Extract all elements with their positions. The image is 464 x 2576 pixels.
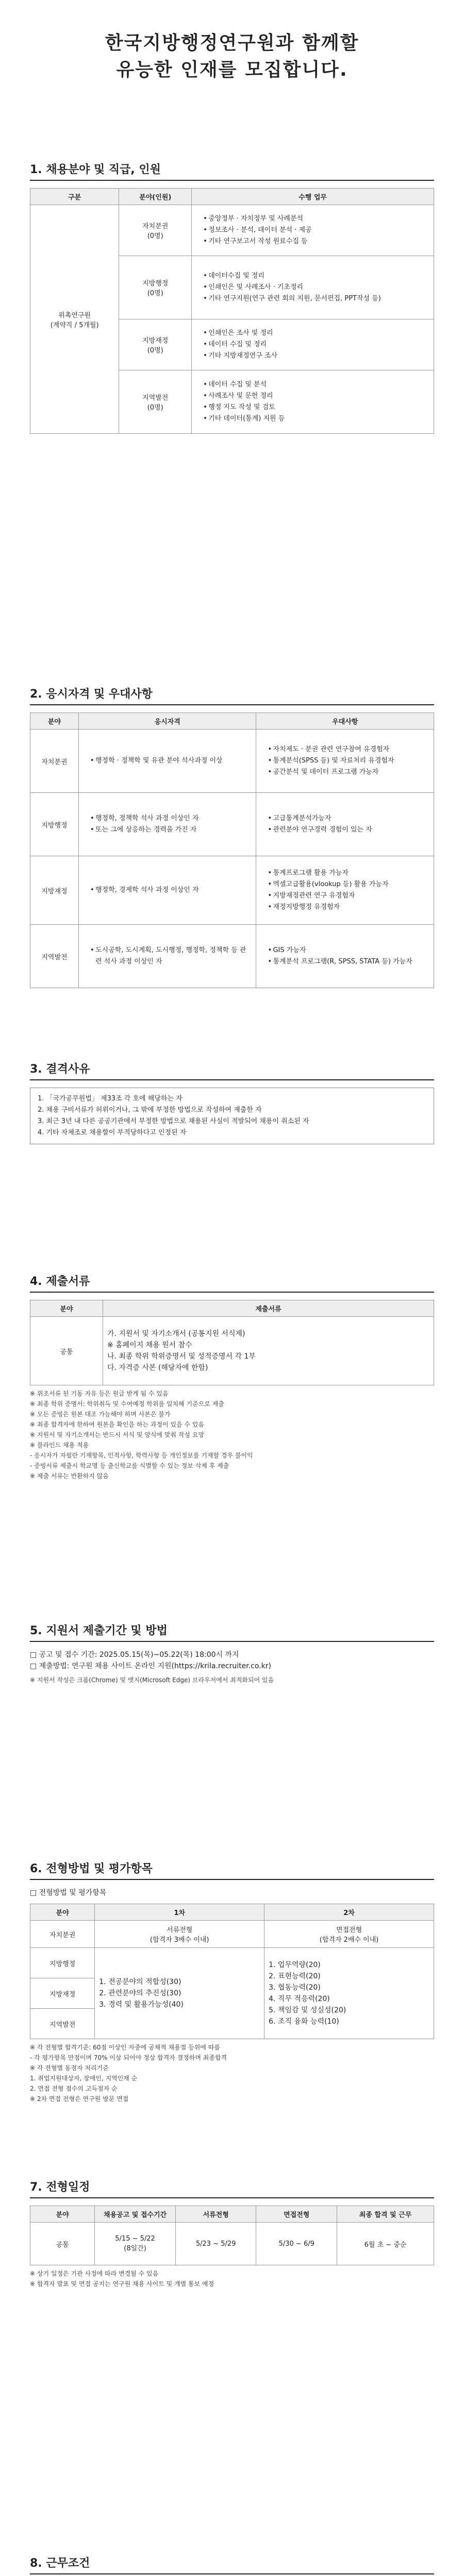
- table-header: 면접전형: [256, 2206, 337, 2223]
- field-cell: 지방재정: [30, 1978, 95, 2009]
- list-item: • 행정학, 정책학 석사 과정 이상인 자: [90, 813, 252, 824]
- field-cell: 공통: [30, 1317, 103, 1385]
- table-row: [30, 2223, 434, 2265]
- note-line: - 각 평가항목 만점이며 70% 이상 되어야 정상 합격자 결정하며 최종합격: [30, 2054, 227, 2061]
- list-item: • 데이터수집 및 정리: [203, 270, 429, 282]
- posting-days: (8일간): [124, 2245, 146, 2252]
- list-item: • 기타 데이터(통계) 지원 등: [203, 413, 429, 425]
- section-qualifications: [30, 685, 434, 988]
- divider: [30, 180, 434, 181]
- field-cell: 공통: [30, 2223, 95, 2265]
- requirement-cell: [78, 793, 256, 856]
- table-row: [30, 730, 434, 793]
- section-disqualifications: [30, 1060, 434, 1144]
- list-item: • 기타 연구보고서 작성 원료수집 등: [203, 236, 429, 247]
- disqualification-box: [30, 1088, 434, 1144]
- list-item: • 정보조사 · 분석, 데이터 분석 · 제공: [203, 225, 429, 236]
- list-item: • 데이터 수집 및 분석: [203, 379, 429, 391]
- list-item: • 또는 그에 상응하는 경력을 가진 자: [90, 824, 252, 836]
- table-header: 최종 합격 및 근무: [337, 2206, 434, 2223]
- stage2-items-cell: [264, 1948, 434, 2039]
- submission-period: □ 공고 및 접수 기간: 2025.05.15(목)~05.22(목) 18:00시 까지: [30, 1651, 239, 1659]
- note-line: ※ 블라인드 채용 적용: [30, 1442, 89, 1449]
- posting-period: 5/15 ~ 5/22: [115, 2235, 155, 2243]
- field-cell: [119, 205, 192, 256]
- list-item: • 기타 연구지원(연구 관련 회의 지원, 문서편집, PPT작성 등): [203, 293, 429, 304]
- list-item: 6. 조직 융화 능력(10): [269, 2018, 339, 2026]
- field-cell: 지방행정: [30, 1948, 95, 1978]
- list-item: • 기타 지방재정연구 조사: [203, 350, 429, 362]
- section-heading: 1. 채용분야 및 직급, 인원: [30, 163, 161, 176]
- list-item: • 행정 지도 작성 및 검토: [203, 402, 429, 413]
- note-line: ※ 각 전형별 합격기준: 60점 이상인 자중에 공채적 채용절 등위에 따름: [30, 2044, 220, 2051]
- table-header: 우대사항: [256, 713, 434, 730]
- list-item: 4. 직무 적응력(20): [269, 1995, 330, 2003]
- requirement-cell: [78, 925, 256, 988]
- list-item: • 인쇄인은 조사 및 정리: [203, 328, 429, 339]
- tasks-cell: [192, 319, 434, 370]
- stage2-head-cell: [264, 1921, 434, 1948]
- table-header: 1차: [95, 1904, 264, 1921]
- field-cell: [119, 319, 192, 370]
- list-item: • 재정지방행정 유경험자: [268, 902, 429, 913]
- table-header: 채용공고 및 접수기간: [95, 2206, 176, 2223]
- note-line: ※ 위조서류 된 기동 자유 등은 원급 받게 됨 수 있음: [30, 1390, 169, 1397]
- table-header: 수행 업무: [192, 189, 434, 205]
- stage1-sub: (합격자 3배수 이내): [150, 1936, 209, 1944]
- divider: [30, 1079, 434, 1080]
- screening-subheading: □ 전형방법 및 평가항목: [30, 1889, 107, 1897]
- divider: [30, 1879, 434, 1880]
- table-header-row: [30, 1300, 434, 1317]
- note-line: ※ 지원서 및 자기소개서는 반드시 서식 및 양식에 맞춰 작성 요망: [30, 1431, 205, 1438]
- note-line: ※ 제출 서류는 반환하지 않음: [30, 1472, 109, 1480]
- documents-cell: [103, 1317, 434, 1385]
- schedule-table: [30, 2206, 434, 2265]
- note-line: - 응시자가 자필란 기재항목, 인적사항, 학력사항 등 개인정보를 기재할 경우 불이익: [30, 1452, 253, 1459]
- section-documents: [30, 1273, 434, 1481]
- list-item: • 도시공학, 도시계획, 도시행정, 행정학, 정책학 등 관련 석사 과정 이상인 자: [90, 945, 252, 968]
- field-cell: 지역발전: [30, 2009, 95, 2039]
- table-header: 분야: [30, 1300, 103, 1317]
- category-label: 위촉연구원: [58, 311, 91, 319]
- field-name: 지방행정: [142, 280, 169, 287]
- list-item: • GIS 가능자: [268, 945, 429, 956]
- note-line: ※ 2차 면접 전형은 연구원 방문 면접: [30, 2095, 129, 2103]
- list-item: 2. 표현능력(20): [269, 1972, 321, 1980]
- table-row: [30, 1317, 434, 1385]
- list-item: 3. 협동능력(20): [269, 1984, 321, 1992]
- table-row: [30, 1948, 434, 1978]
- list-item: • 통계프로그램 활용 가능자: [268, 868, 429, 879]
- category-sub: (계약직 / 5개월): [50, 321, 99, 329]
- preference-cell: [256, 925, 434, 988]
- field-name: 자치분권: [142, 223, 169, 230]
- requirement-cell: [78, 856, 256, 925]
- submission-note: ※ 지원서 작성은 크롬(Chrome) 및 엣지(Microsoft Edge) 브라우저에서 최적화되어 있음: [30, 1676, 274, 1684]
- documents-notes: [30, 1388, 434, 1481]
- section-schedule: [30, 2178, 434, 2289]
- schedule-notes: [30, 2268, 434, 2289]
- section-heading: 8. 근무조건: [30, 2557, 90, 2570]
- note-line: ※ 모든 증빙은 원본 대조 가능해야 하며 사본은 불가: [30, 1411, 171, 1418]
- note-line: 2. 면접 전형 점수의 고득점자 순: [30, 2085, 118, 2092]
- table-header-row: [30, 713, 434, 730]
- preference-cell: [256, 793, 434, 856]
- list-item: • 엑셀고급활용(vlookup 등) 활용 가능자: [268, 879, 429, 890]
- list-item: 가. 지원서 및 자기소개서 (공통지원 서식제): [107, 1330, 245, 1338]
- table-header: 구분: [30, 189, 119, 205]
- field-count: (0명): [147, 347, 163, 354]
- divider: [30, 2197, 434, 2198]
- stage2-title: 면접전형: [336, 1926, 362, 1934]
- list-item: • 행정학, 경제학 석사 과정 이상인 자: [90, 885, 252, 896]
- table-header: 분야: [30, 713, 79, 730]
- screening-notes: [30, 2042, 434, 2104]
- stage2-sub: (합격자 2배수 이내): [319, 1936, 379, 1944]
- tasks-cell: [192, 370, 434, 434]
- table-row: [30, 925, 434, 988]
- list-item: • 인쇄인은 및 사례조사 · 기초정리: [203, 282, 429, 293]
- divider: [30, 1641, 434, 1642]
- section-submission: [30, 1622, 434, 1685]
- list-item: • 공간분석 및 데이터 프로그램 가능자: [268, 767, 429, 778]
- section-heading: 4. 제출서류: [30, 1275, 90, 1288]
- table-row: [30, 793, 434, 856]
- field-cell: 자치분권: [30, 1921, 95, 1948]
- list-item: 3. 최근 3년 내 다른 공공기관에서 부정한 방법으로 채용된 사실이 적발되어 채용이 취소된 자: [38, 1117, 309, 1125]
- documents-table: [30, 1300, 434, 1385]
- list-item: • 통계분석 프로그램(R, SPSS, STATA 등) 가능자: [268, 956, 429, 968]
- field-cell: 자치분권: [30, 730, 79, 793]
- table-header: 2차: [264, 1904, 434, 1921]
- table-row: [30, 856, 434, 925]
- preference-cell: [256, 856, 434, 925]
- stage1-items-cell: [95, 1948, 264, 2039]
- table-header: 응시자격: [78, 713, 256, 730]
- list-item: 나. 최종 학위 학위증명서 및 성적증명서 각 1부: [107, 1352, 256, 1361]
- requirement-cell: [78, 730, 256, 793]
- list-item: • 행정학 · 정책학 및 유관 분야 석사과정 이상: [90, 755, 252, 767]
- section-heading: 5. 지원서 제출기간 및 방법: [30, 1624, 168, 1637]
- divider: [30, 2573, 434, 2574]
- field-count: (0명): [147, 290, 163, 297]
- tasks-cell: [192, 256, 434, 319]
- field-cell: 지역발전: [30, 925, 79, 988]
- section-heading: 2. 응시자격 및 우대사항: [30, 688, 153, 701]
- field-name: 지방재정: [142, 337, 169, 345]
- list-item: 다. 자격증 사본 (해당자에 한함): [107, 1364, 208, 1372]
- list-item: 1. 업무역량(20): [269, 1961, 321, 1969]
- schedule-cell: 6월 초 ~ 중순: [337, 2223, 434, 2265]
- field-cell: [119, 370, 192, 434]
- field-cell: 지방재정: [30, 856, 79, 925]
- title-line-2: 유능한 인재를 모집합니다.: [116, 59, 348, 80]
- stage1-head-cell: [95, 1921, 264, 1948]
- list-item: • 중앙정부 · 자치정부 및 사례분석: [203, 213, 429, 225]
- qualifications-table: [30, 713, 434, 988]
- section-heading: 3. 결격사유: [30, 1063, 90, 1076]
- section-screening: [30, 1860, 434, 2104]
- section-heading: 7. 전형일정: [30, 2181, 90, 2194]
- screening-table: [30, 1904, 434, 2039]
- table-header: 제출서류: [103, 1300, 434, 1317]
- schedule-cell: 5/30 ~ 6/9: [256, 2223, 337, 2265]
- table-header-row: [30, 189, 434, 205]
- list-item: • 사례조사 및 문헌 정리: [203, 391, 429, 402]
- list-item: • 고급통계분석가능자: [268, 813, 429, 824]
- table-row: [30, 205, 434, 256]
- list-item: 4. 기타 자체조로 채용할이 부적당하다고 인정된 자: [38, 1129, 187, 1137]
- table-header: 분야: [30, 1904, 95, 1921]
- list-item: 2. 관련분야의 추진성(30): [99, 1989, 181, 1997]
- list-item: • 데이터 수집 및 정리: [203, 339, 429, 350]
- list-item: • 관련분야 연구경력 경험이 있는 자: [268, 824, 429, 836]
- field-name: 지역발전: [142, 394, 169, 402]
- stage1-title: 서류전형: [167, 1926, 193, 1934]
- note-line: ※ 최종 합격자에 한하여 원본을 확인을 하는 과정이 있을 수 있음: [30, 1421, 205, 1428]
- list-item: • 자치제도 · 분권 관련 연구참여 유경험자: [268, 744, 429, 755]
- page-title: [30, 0, 434, 83]
- list-item: 3. 경력 및 활용가능성(40): [99, 2001, 184, 2009]
- table-header: 서류전형: [175, 2206, 256, 2223]
- title-line-1: 한국지방행정연구원과 함께할: [105, 32, 359, 54]
- table-header: 분야(인원): [119, 189, 192, 205]
- table-row: [30, 1921, 434, 1948]
- category-cell: [30, 205, 119, 434]
- divider: [30, 1292, 434, 1293]
- table-header-row: [30, 1904, 434, 1921]
- list-item: 5. 책임감 및 성실성(20): [269, 2006, 346, 2014]
- list-item: ※ 홈페이지 채용 원서 참수: [107, 1341, 192, 1349]
- note-line: ※ 합격자 발표 및 면접 공지는 연구원 채용 사이트 및 개별 통보 예정: [30, 2280, 214, 2287]
- schedule-cell: 5/23 ~ 5/29: [175, 2223, 256, 2265]
- section-conditions: [30, 2554, 434, 2576]
- table-header: 분야: [30, 2206, 95, 2223]
- list-item: • 지방재정관련 연구 유경험자: [268, 890, 429, 902]
- submission-method: □ 제출방법: 연구원 채용 사이트 온라인 지원(https://krila.recruiter.co.kr): [30, 1662, 271, 1670]
- field-cell: 지방행정: [30, 793, 79, 856]
- table-header-row: [30, 2206, 434, 2223]
- field-count: (0명): [147, 232, 163, 240]
- section-positions: [30, 161, 434, 434]
- schedule-cell: [95, 2223, 176, 2265]
- list-item: 2. 채용 구비서류가 허위이거나, 그 밖에 부정한 방법으로 작성하여 제출한 자: [38, 1106, 262, 1114]
- note-line: - 증빙서류 제출시 학교명 등 출신학교를 식별할 수 있는 정보 삭제 후 제출: [30, 1462, 229, 1469]
- note-line: ※ 각 전형별 동점자 처리기준: [30, 2064, 109, 2072]
- note-line: ※ 최종 학위 증명서: 학위취득 및 수여예정 학위를 일치해 기준으로 제출: [30, 1400, 224, 1408]
- section-heading: 6. 전형방법 및 평가항목: [30, 1862, 153, 1875]
- list-item: • 통계분석(SPSS 등) 및 자료처리 유경험자: [268, 755, 429, 767]
- note-line: ※ 상기 일정은 기관 사정에 따라 변경될 수 있음: [30, 2270, 159, 2277]
- preference-cell: [256, 730, 434, 793]
- list-item: 1. 전공분야의 적합성(30): [99, 1978, 181, 1986]
- note-line: 1. 취업지원대상자, 장애인, 지역인재 순: [30, 2075, 138, 2082]
- divider: [30, 704, 434, 705]
- field-count: (0명): [147, 404, 163, 412]
- positions-table: [30, 188, 434, 434]
- tasks-cell: [192, 205, 434, 256]
- list-item: 1. 「국가공무원법」 제33조 각 호에 해당하는 자: [38, 1095, 183, 1103]
- field-cell: [119, 256, 192, 319]
